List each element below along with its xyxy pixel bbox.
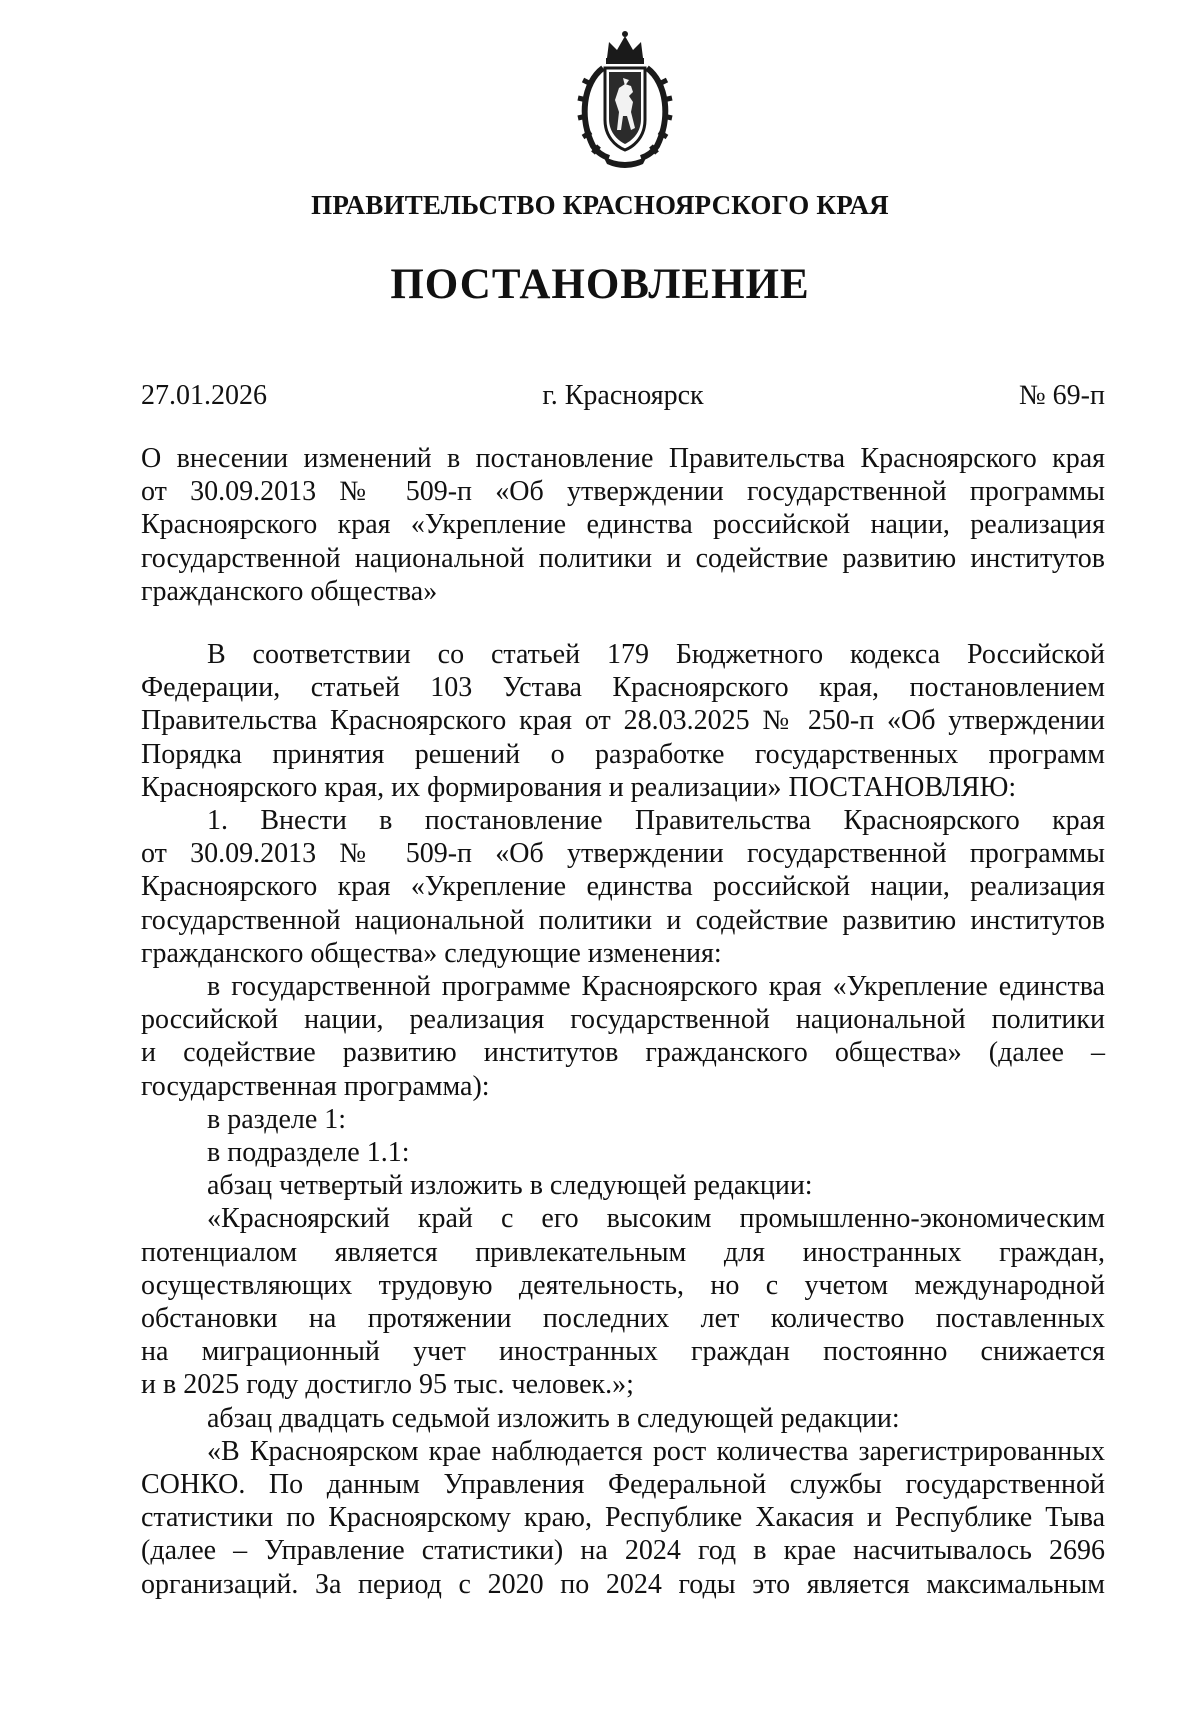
body-line: в государственной программе Красноярского края «Укрепление единства bbox=[207, 971, 1105, 1003]
body-line: СОНКО. По данным Управления Федеральной службы государственной bbox=[141, 1469, 1105, 1501]
body-line: (далее – Управление статистики) на 2024 год в крае насчитывалось 2696 bbox=[141, 1535, 1105, 1567]
government-title: ПРАВИТЕЛЬСТВО КРАСНОЯРСКОГО КРАЯ bbox=[311, 190, 889, 220]
body-line: государственная программа): bbox=[141, 1070, 490, 1102]
body-line: российской нации, реализация государственной национальной политики bbox=[141, 1004, 1105, 1036]
body-line: 1. Внести в постановление Правительства Красноярского края bbox=[207, 805, 1105, 837]
subject-line: О внесении изменений в постановление Правительства Красноярского края bbox=[141, 443, 1105, 474]
body-line: от 30.09.2013 № 509-п «Об утверждении государственной программы bbox=[141, 838, 1105, 870]
body-line: организаций. За период с 2020 по 2024 годы это является максимальным bbox=[141, 1568, 1105, 1600]
body-line: осуществляющих трудовую деятельность, но с учетом международной bbox=[141, 1269, 1105, 1301]
document-city: г. Красноярск bbox=[542, 380, 704, 411]
body-line: обстановки на протяжении последних лет количество поставленных bbox=[141, 1303, 1105, 1335]
body-line: гражданского общества» следующие изменения: bbox=[141, 937, 722, 969]
body-line: Красноярского края «Укрепление единства российской нации, реализация bbox=[141, 871, 1105, 903]
body-line: в разделе 1: bbox=[207, 1103, 347, 1135]
subject-line: от 30.09.2013 № 509-п «Об утверждении государственной программы bbox=[141, 476, 1105, 508]
document-subject bbox=[141, 442, 1105, 608]
body-line: статистики по Красноярскому краю, Республике Хакасия и Республике Тыва bbox=[141, 1502, 1105, 1534]
body-line: потенциалом является привлекательным для иностранных граждан, bbox=[141, 1236, 1105, 1268]
body-line: «Красноярский край с его высоким промышленно-экономическим bbox=[207, 1203, 1105, 1235]
body-line: В соответствии со статьей 179 Бюджетного кодекса Российской bbox=[207, 639, 1105, 670]
document-type-title: ПОСТАНОВЛЕНИЕ bbox=[390, 261, 810, 308]
body-line: на миграционный учет иностранных граждан постоянно снижается bbox=[141, 1336, 1105, 1368]
document-meta-row bbox=[141, 378, 1105, 414]
body-line: «В Красноярском крае наблюдается рост количества зарегистрированных bbox=[207, 1435, 1105, 1467]
body-line: Красноярского края, их формирования и реализации» ПОСТАНОВЛЯЮ: bbox=[141, 771, 1017, 803]
body-line: абзац двадцать седьмой изложить в следующей редакции: bbox=[207, 1402, 900, 1434]
subject-line: гражданского общества» bbox=[141, 575, 438, 607]
body-line: абзац четвертый изложить в следующей редакции: bbox=[207, 1170, 813, 1202]
body-line: Правительства Красноярского края от 28.03.2025 № 250-п «Об утверждении bbox=[141, 705, 1105, 737]
subject-line: государственной национальной политики и содействие развитию институтов bbox=[141, 542, 1105, 574]
body-line: и в 2025 году достигло 95 тыс. человек.»; bbox=[141, 1369, 634, 1401]
subject-line: Красноярского края «Укрепление единства российской нации, реализация bbox=[141, 509, 1105, 541]
document-number: № 69-п bbox=[1018, 380, 1105, 411]
document-body bbox=[141, 638, 1105, 1601]
body-line: в подразделе 1.1: bbox=[207, 1137, 410, 1169]
krasnoyarsk-coat-of-arms-icon bbox=[573, 28, 677, 168]
body-line: государственной национальной политики и содействие развитию институтов bbox=[141, 904, 1105, 936]
body-line: Федерации, статьей 103 Устава Красноярского края, постановлением bbox=[141, 672, 1105, 704]
body-line: и содействие развитию институтов гражданского общества» (далее – bbox=[141, 1037, 1105, 1069]
body-line: Порядка принятия решений о разработке государственных программ bbox=[141, 738, 1105, 770]
document-date: 27.01.2026 bbox=[141, 380, 267, 411]
